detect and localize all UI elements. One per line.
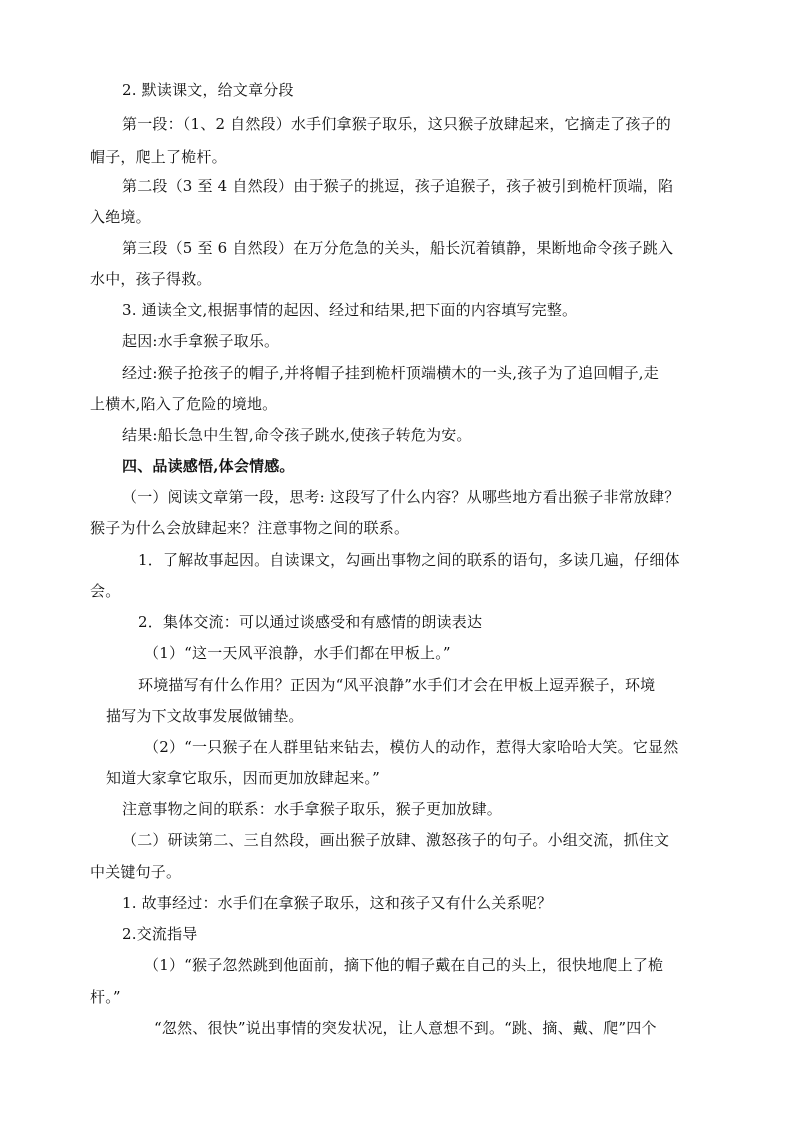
text-line: 第二段（3 至 4 自然段）由于猴子的挑逗，孩子追猴子，孩子被引到桅杆顶端，陷 [122, 177, 674, 195]
text-line: 1. 故事经过：水手们在拿猴子取乐，这和孩子又有什么关系呢？ [122, 894, 553, 912]
text-line: 入绝境。 [90, 208, 151, 226]
text-line: 猴子为什么会放肆起来？注意事物之间的联系。 [90, 519, 410, 537]
text-line: 第三段（5 至 6 自然段）在万分危急的关头，船长沉着镇静，果断地命令孩子跳入 [122, 239, 674, 257]
text-line: 2.交流指导 [122, 925, 198, 943]
text-line: （1）“猴子忽然跳到他面前，摘下他的帽子戴在自己的头上，很快地爬上了桅 [144, 956, 664, 974]
text-line: 3. 通读全文,根据事情的起因、经过和结果,把下面的内容填写完整。 [122, 301, 578, 319]
text-line: 知道大家拿它取乐，因而更加放肆起来。” [106, 769, 380, 787]
text-line: 第一段：（1、2 自然段）水手们拿猴子取乐，这只猴子放肆起来，它摘走了孩子的 [122, 115, 671, 133]
text-line: 起因:水手拿猴子取乐。 [122, 332, 280, 350]
text-line: 经过:猴子抢孩子的帽子,并将帽子挂到桅杆顶端横木的一头,孩子为了追回帽子,走 [122, 364, 659, 382]
text-line: 帽子，爬上了桅杆。 [90, 148, 227, 166]
text-line: 杆。” [90, 988, 121, 1006]
text-line: 水中，孩子得救。 [90, 270, 212, 288]
section-heading: 四、品读感悟,体会情感。 [122, 457, 295, 475]
text-line: 描写为下文故事发展做铺垫。 [106, 707, 304, 725]
text-line: 上横木,陷入了危险的境地。 [90, 395, 278, 413]
text-line: （1）“这一天风平浪静，水手们都在甲板上。” [144, 644, 451, 662]
text-line: 会。 [90, 582, 121, 600]
text-line: 注意事物之间的联系：水手拿猴子取乐，猴子更加放肆。 [122, 800, 503, 818]
text-line: 2. 默读课文，给文章分段 [122, 81, 294, 99]
text-line: （一）阅读文章第一段，思考: 这段写了什么内容？从哪些地方看出猴子非常放肆？ [122, 488, 680, 506]
text-line: 2．集体交流：可以通过谈感受和有感情的朗读表达 [138, 613, 483, 631]
text-line: 中关键句子。 [90, 863, 182, 881]
text-line: （二）研读第二、三自然段，画出猴子放肆、激怒孩子的句子。小组交流，抓住文 [122, 831, 670, 849]
text-line: 结果:船长急中生智,命令孩子跳水,使孩子转危为安。 [122, 426, 472, 444]
text-line: （2）“一只猴子在人群里钻来钻去，模仿人的动作，惹得大家哈哈大笑。它显然 [144, 738, 679, 756]
text-line: “忽然、很快”说出事情的突发状况，让人意想不到。“跳、摘、戴、爬”四个 [154, 1019, 657, 1037]
text-line: 1．了解故事起因。自读课文，勾画出事物之间的联系的语句，多读几遍，仔细体 [138, 551, 680, 569]
text-line: 环境描写有什么作用？正因为“风平浪静”水手们才会在甲板上逗弄猴子，环境 [138, 676, 656, 694]
